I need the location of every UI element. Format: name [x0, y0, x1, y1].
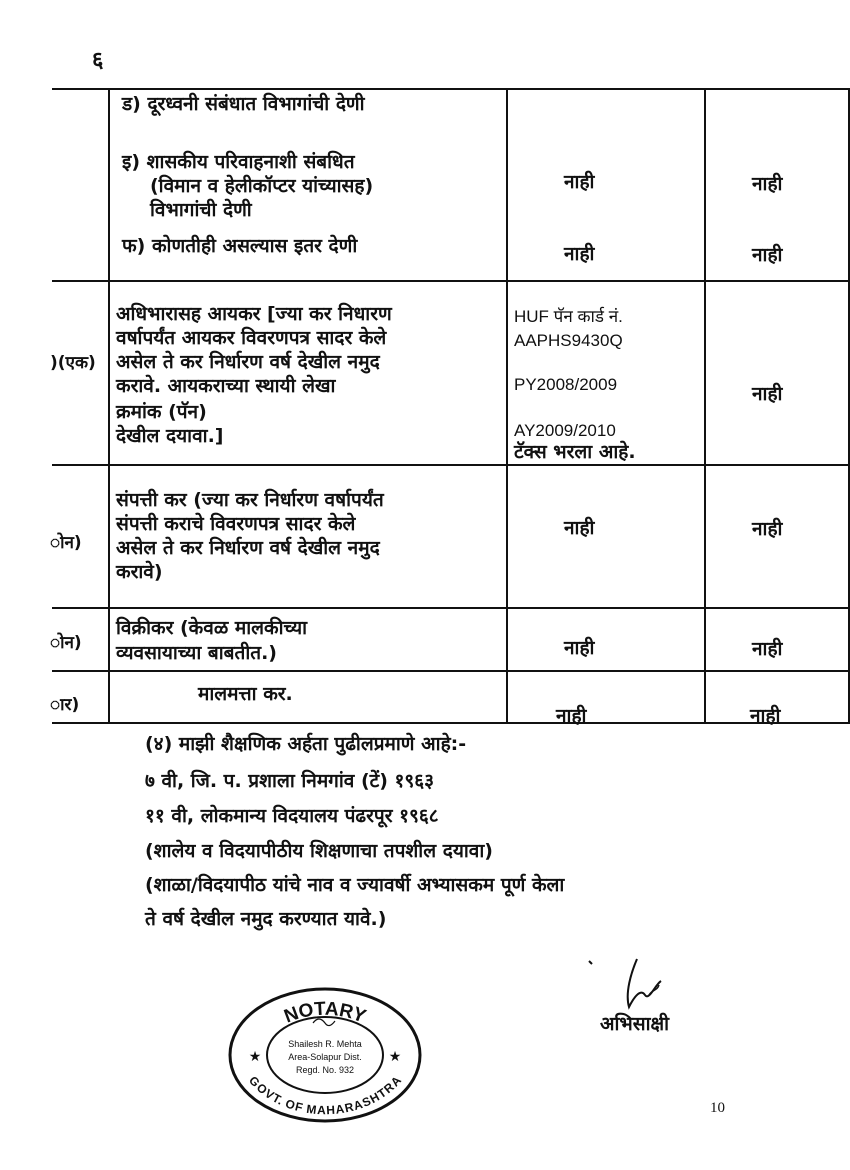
row2-col4-value: नाही — [752, 383, 783, 405]
notary-stamp — [225, 985, 425, 1125]
education-note: (शाळा/विदयापीठ यांचे नाव व ज्यावर्षी अभ्यासकम पूर्ण केला — [145, 874, 565, 896]
row5-col3-value: नाही — [556, 705, 587, 727]
row1-item: ड) दूरध्वनी संबंधात विभागांची देणी — [122, 93, 365, 115]
row3-col4-value: नाही — [752, 518, 783, 540]
tax-paid-note: टॅक्स भरला आहे. — [514, 441, 636, 463]
row3-item: संपत्ती कर (ज्या कर निर्धारण वर्षापर्यंत — [116, 489, 384, 511]
pan-card-label: HUF पॅन कार्ड नं. — [514, 307, 623, 326]
stamp-top-text: NOTARY — [281, 998, 369, 1028]
star-icon: ★ — [388, 1049, 402, 1065]
row2-item: वर्षापर्यंत आयकर विवरणपत्र सादर केले — [116, 327, 387, 349]
table-row-divider — [52, 670, 850, 672]
row1-col4-value: नाही — [752, 173, 783, 195]
stamp-bottom-text: GOVT. OF MAHARASHTRA — [246, 1073, 404, 1118]
table-column-rule — [704, 88, 706, 724]
row1-col3-value: नाही — [564, 171, 595, 193]
stamp-area: Area-Solapur Dist. — [288, 1052, 362, 1062]
row2-item: अधिभारासह आयकर [ज्या कर निधारण — [116, 303, 392, 325]
row3-item: असेल ते कर निर्धारण वर्ष देखील नमुद — [116, 537, 380, 559]
table-column-rule — [506, 88, 508, 724]
row2-number: )(एक) — [50, 353, 96, 373]
row2-item: क्रमांक (पॅन) — [116, 401, 207, 423]
assessment-year: AY2009/2010 — [514, 421, 616, 440]
row4-number: ोन) — [50, 633, 82, 653]
education-note: (शालेय व विदयापीठीय शिक्षणाचा तपशील दयावा) — [145, 840, 493, 862]
svg-text:GOVT. OF MAHARASHTRA — [246, 1073, 404, 1117]
stamp-name: Shailesh R. Mehta — [288, 1039, 362, 1049]
deponent-label: अभिसाक्षी — [600, 1013, 670, 1035]
education-heading: (४) माझी शैक्षणिक अर्हता पुढीलप्रमाणे आहे:- — [145, 733, 467, 755]
row5-item: मालमत्ता कर. — [198, 683, 293, 705]
table-bottom-rule — [52, 722, 850, 724]
handwritten-signature — [585, 955, 680, 1015]
row2-item: देखील दयावा.] — [116, 425, 224, 447]
table-row-divider — [52, 464, 850, 466]
row3-number: ोन) — [50, 533, 82, 553]
row4-col3-value: नाही — [564, 637, 595, 659]
row4-item: विक्रीकर (केवळ मालकीच्या — [116, 617, 308, 639]
row3-item: करावे) — [116, 561, 163, 583]
row3-col3-value: नाही — [564, 517, 595, 539]
row4-item: व्यवसायाच्या बाबतीत.) — [116, 642, 277, 664]
page-number: 10 — [710, 1100, 725, 1116]
previous-year: PY2008/2009 — [514, 375, 618, 394]
row1-col4-value: नाही — [752, 244, 783, 266]
row1-item: (विमान व हेलीकॉप्टर यांच्यासह) — [150, 175, 374, 197]
row2-item: असेल ते कर निर्धारण वर्ष देखील नमुद — [116, 351, 380, 373]
table-column-rule — [108, 88, 110, 724]
education-line: ७ वी, जि. प. प्रशाला निमगांव (टें) १९६३ — [145, 770, 435, 792]
row5-number: ार) — [50, 695, 80, 715]
table-row-divider — [52, 280, 850, 282]
row1-item: विभागांची देणी — [150, 199, 252, 221]
education-note: ते वर्ष देखील नमुद करण्यात यावे.) — [145, 908, 387, 930]
row3-item: संपत्ती कराचे विवरणपत्र सादर केले — [116, 513, 356, 535]
row5-col4-value: नाही — [750, 705, 781, 727]
row1-item: इ) शासकीय परिवाहनाशी संबधित — [122, 151, 355, 173]
row1-item: फ) कोणतीही असल्यास इतर देणी — [122, 235, 358, 257]
star-icon: ★ — [248, 1049, 262, 1065]
row4-col4-value: नाही — [752, 638, 783, 660]
row1-col3-value: नाही — [564, 243, 595, 265]
table-top-rule — [52, 88, 850, 90]
table-row-divider — [52, 607, 850, 609]
pan-number: AAPHS9430Q — [514, 331, 623, 350]
row2-item: करावे. आयकराच्या स्थायी लेखा — [116, 375, 336, 397]
education-line: ११ वी, लोकमान्य विदयालय पंढरपूर १९६८ — [145, 805, 439, 827]
stamp-regd: Regd. No. 932 — [295, 1065, 355, 1075]
corner-mark: ६ — [92, 48, 104, 73]
